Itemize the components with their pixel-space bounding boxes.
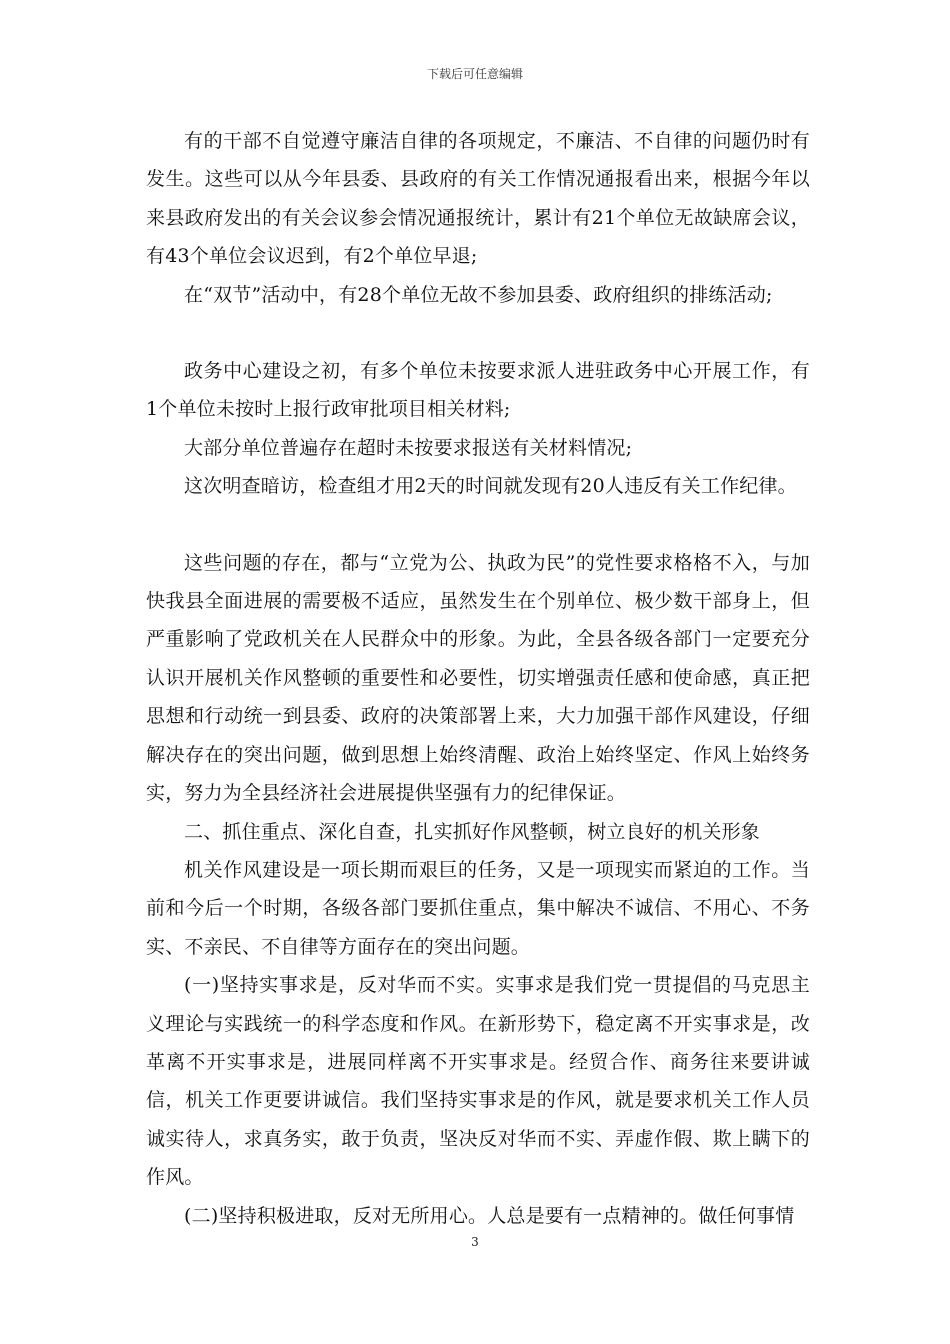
- paragraph-point-one: (一)坚持实事求是，反对华而不实。实事求是我们党一贯提倡的马克思主义理论与实践统一的科学态度和作风。在新形势下，稳定离不开实事求是，改革离不开实事求是，进展同样离不开实事求是。经贸合作、商务往来要讲诚信，机关工作更要讲诚信。我们坚持实事求是的作风，就是要求机关工作人员诚实待人，求真务实，敢于负责，坚决反对华而不实、弄虚作假、欺上瞒下的作风。: [146, 974, 810, 1189]
- page-number: 3: [471, 1235, 479, 1249]
- paragraph-problems-impact: 这些问题的存在，都与“立党为公、执政为民”的党性要求格格不入，与加快我县全面进展的需要极不适应，虽然发生在个别单位、极少数干部身上，但严重影响了党政机关在人民群众中的形象。为此，全县各级各部门一定要充分认识开展机关作风整顿的重要性和必要性，切实增强责任感和使命感，真正把思想和行动统一到县委、政府的决策部署上来，大力加强干部作风建设，仔细解决存在的突出问题，做到思想上始终清醒、政治上始终坚定、作风上始终务实，努力为全县经济社会进展提供坚强有力的纪律保证。: [146, 551, 810, 805]
- paragraph-inspection: 这次明查暗访，检查组才用2天的时间就发现有20人违反有关工作纪律。: [184, 475, 797, 498]
- paragraph-overdue-materials: 大部分单位普遍存在超时未按要求报送有关材料情况;: [184, 436, 633, 459]
- paragraph-government-center: 政务中心建设之初，有多个单位未按要求派人进驻政务中心开展工作，有1个单位未按时上报行政审批项目相关材料;: [146, 360, 810, 421]
- paragraph-work-style-task: 机关作风建设是一项长期而艰巨的任务，又是一项现实而紧迫的工作。当前和今后一个时期，各级各部门要抓住重点，集中解决不诚信、不用心、不务实、不亲民、不自律等方面存在的突出问题。: [146, 858, 810, 958]
- paragraph-violations: 有的干部不自觉遵守廉洁自律的各项规定，不廉洁、不自律的问题仍时有发生。这些可以从今年县委、县政府的有关工作情况通报看出来，根据今年以来县政府发出的有关会议参会情况通报统计，累计有21个单位无故缺席会议，有43个单位会议迟到，有2个单位早退;: [146, 130, 810, 268]
- blank-line: [146, 314, 810, 352]
- paragraph-double-festival: 在“双节”活动中，有28个单位无故不参加县委、政府组织的排练活动;: [184, 283, 773, 306]
- paragraph-point-two: (二)坚持积极进取，反对无所用心。人总是要有一点精神的。做任何事情: [184, 1204, 795, 1227]
- blank-line: [146, 506, 810, 544]
- page-header: 下载后可任意编辑: [426, 67, 523, 81]
- section-heading-two: 二、抓住重点、深化自查，扎实抓好作风整顿，树立良好的机关形象: [184, 820, 761, 843]
- document-body: [146, 122, 810, 1235]
